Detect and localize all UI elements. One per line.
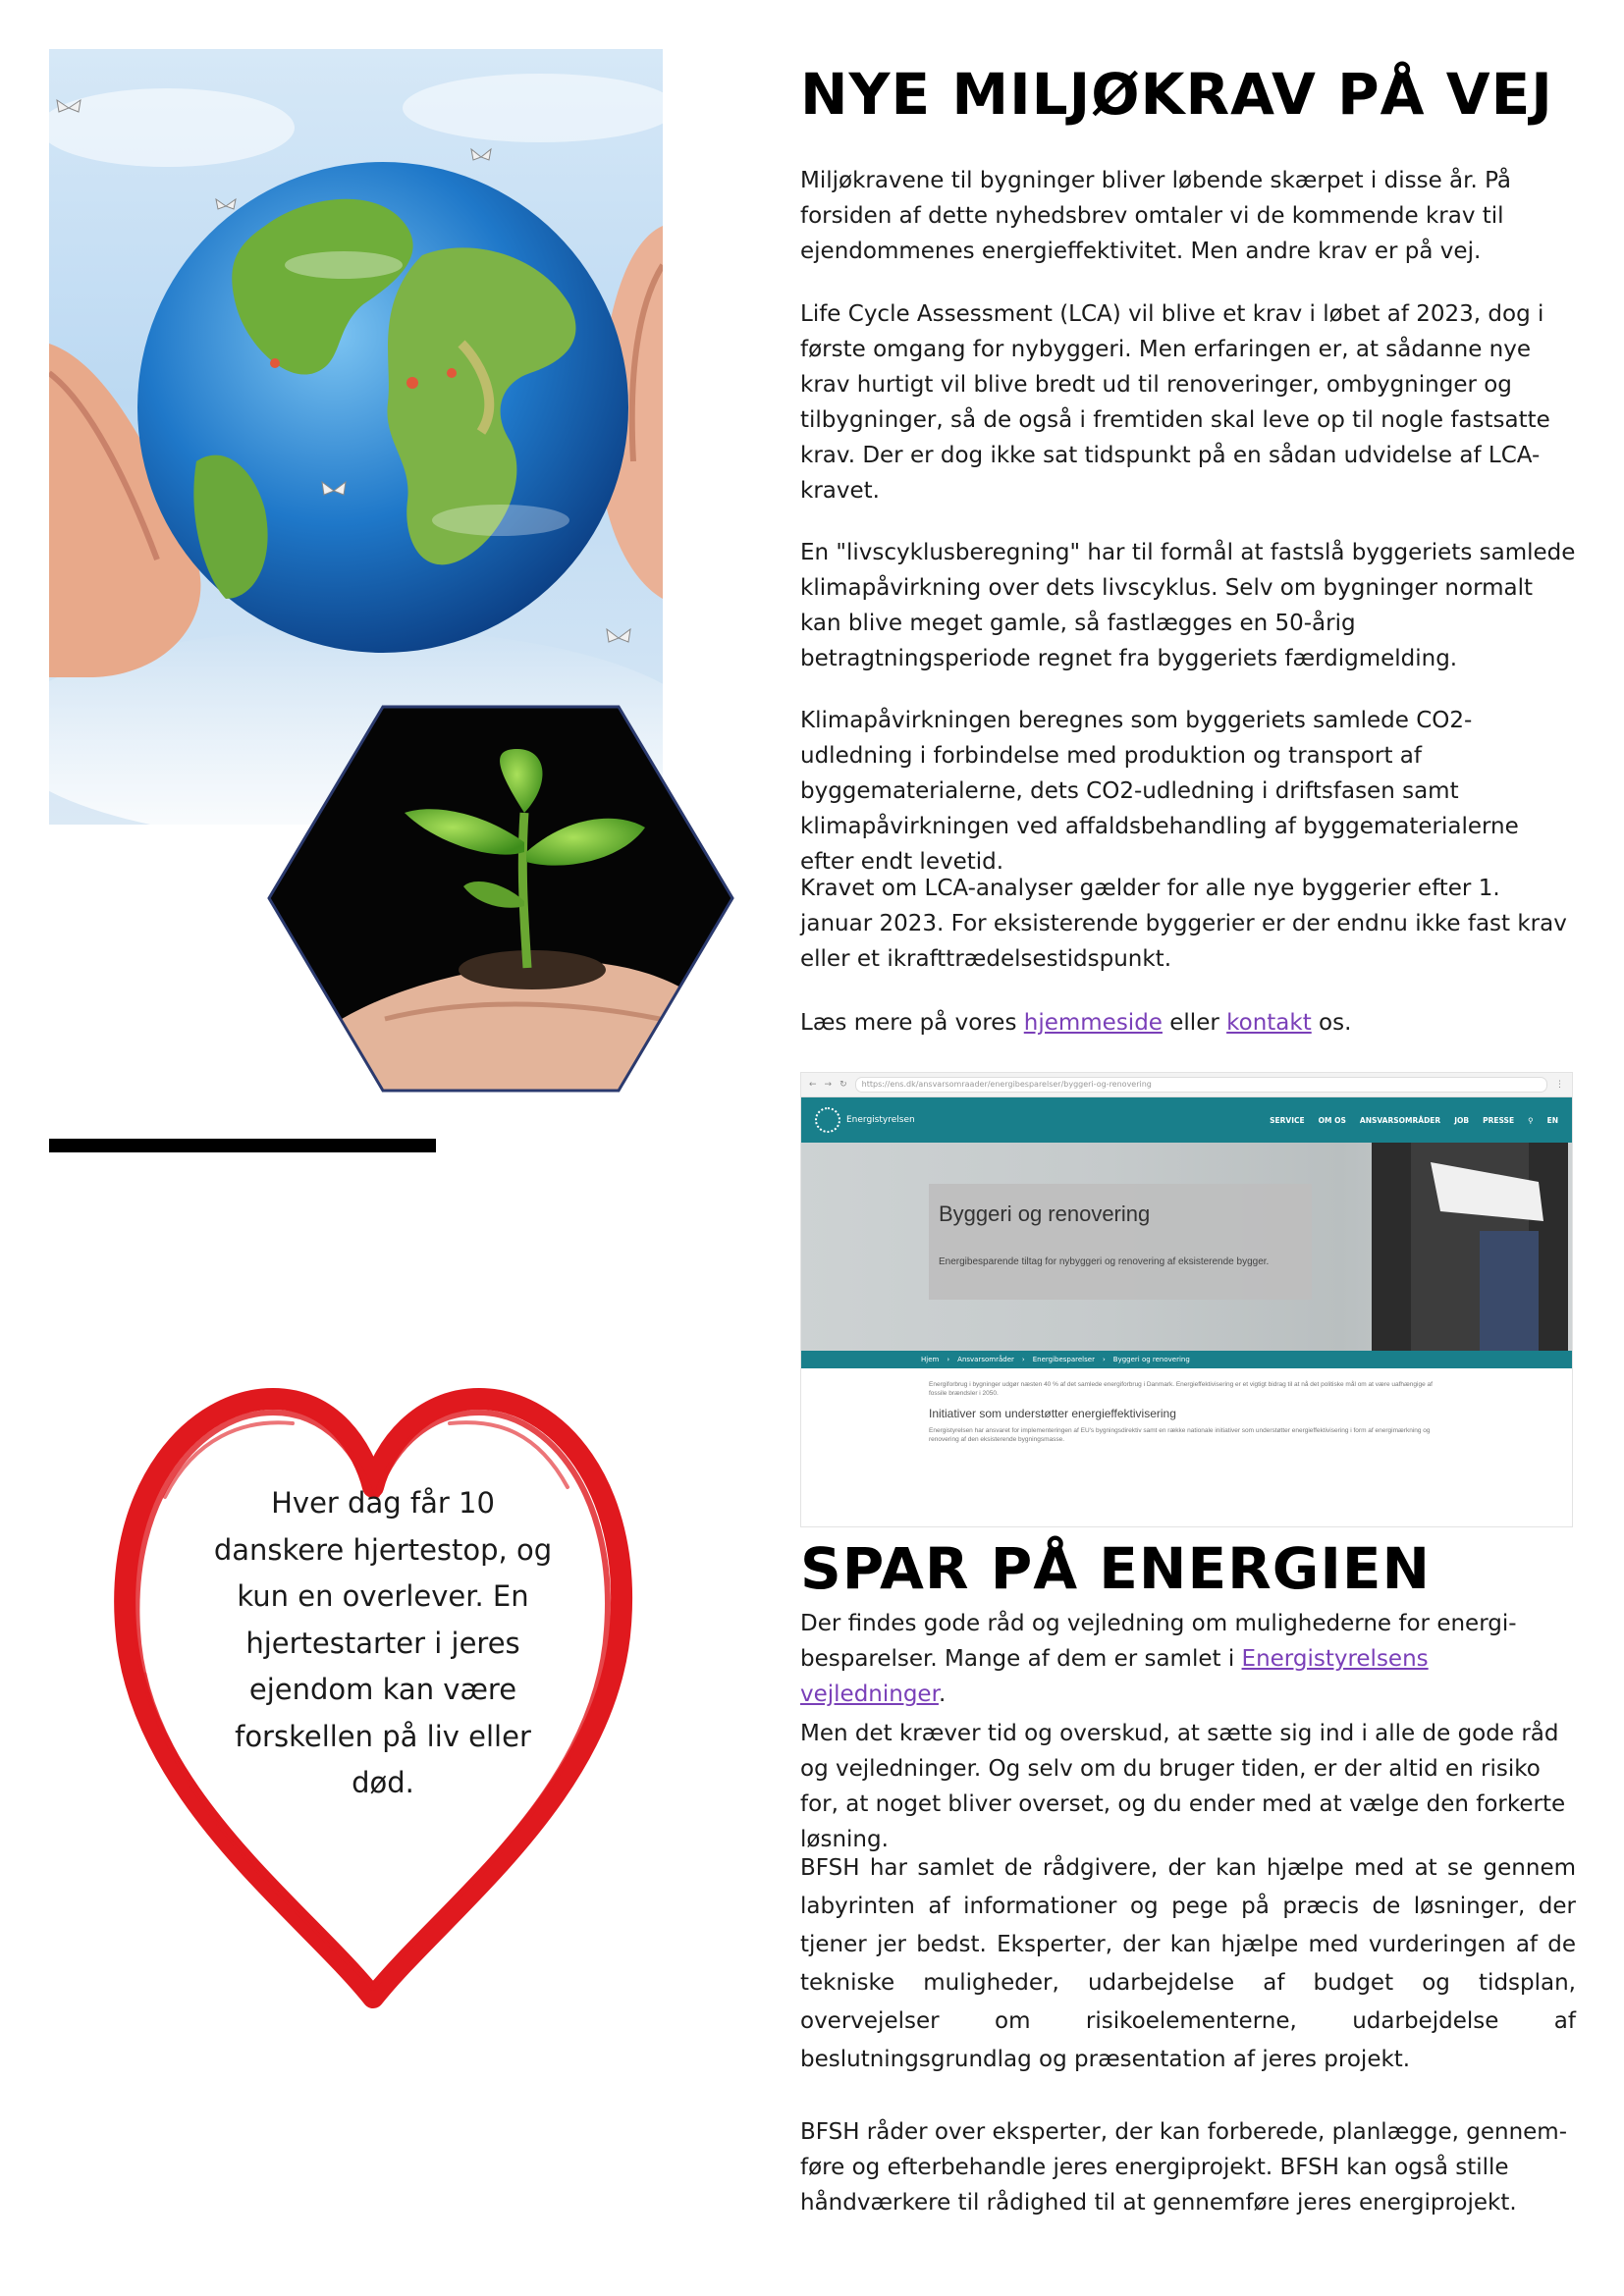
site-header [801, 1097, 1572, 1143]
plant-in-hand-image [267, 705, 734, 1093]
paragraph-text: Der findes gode råd og vejledning om mulighederne for energi-besparelser. Mange af dem er samlet i [800, 1611, 1517, 1672]
back-icon: ← [809, 1080, 817, 1090]
paragraph-end: . [938, 1682, 947, 1707]
read-more-or: eller [1162, 1010, 1227, 1036]
article1-paragraph-4: Klimapåvirkningen beregnes som byggeriets samlede CO2-udledning i forbindelse med produktion og transport af byggematerialerne, dets CO2-udledning i driftsfasen samt klimapåvirkningen ved affaldsbehandling af byggematerialerne efter endt levetid. [800, 708, 1519, 875]
menu-item: OM OS [1318, 1115, 1346, 1125]
article1-read-more [800, 1005, 1576, 1041]
site-body-text: Energistyrelsen har ansvaret for implementeringen af EU's bygningsdirektiv samt en række nationale initiativer som understøtter energieffektivisering i form af energimærkning og renovering af den eksisterende bygningsmasse. [929, 1427, 1431, 1443]
energistyrelsen-link[interactable]: Energistyrelsens vejledninger [800, 1646, 1429, 1707]
menu-item: PRESSE [1483, 1115, 1515, 1125]
logo-icon [815, 1107, 840, 1133]
article1-paragraph-2: Life Cycle Assessment (LCA) vil blive et krav i løbet af 2023, dog i første omgang for nybyggeri. Men erfaringen er, at sådanne nye krav hurtigt vil blive bredt ud til renoveringer, ombygninger og tilbygninger, så de også i fremtiden skal leve op til nogle fastsatte krav. Der er dog ikke sat tidspunkt på en sådan udvidelse af LCA-kravet. [800, 301, 1550, 504]
site-body-text: Energiforbrug i bygninger udgør næsten 40 % af det samlede energiforbrug i Danmark. Energieffektivisering er et vigtigt bidrag til at nå det politiske mål om at være uafhængige af fossile brændsler i 2050. [929, 1381, 1433, 1397]
menu-item: SERVICE [1270, 1115, 1305, 1125]
hero-box [929, 1184, 1312, 1300]
forward-icon: → [824, 1080, 833, 1090]
site-menu [1270, 1116, 1558, 1125]
breadcrumb-item: Ansvarsområder [957, 1356, 1014, 1363]
site-content [801, 1368, 1572, 1456]
breadcrumb-item: Hjem [921, 1356, 940, 1363]
menu-item: ANSVARSOMRÅDER [1359, 1115, 1441, 1125]
article2-paragraph-2: Men det kræver tid og overskud, at sætte sig ind i alle de gode råd og vejledninger. Og selv om du bruger tiden, er der altid en risiko for, at noget bliver overset, og du ender med at vælge den forkerte løsning. [800, 1721, 1566, 1852]
article2-paragraph-4: BFSH råder over eksperter, der kan forberede, planlægge, gennem-føre og efterbehandle jeres energiprojekt. BFSH kan også stille håndværkere til rådighed til at gennemføre jeres energiprojekt. [800, 2119, 1568, 2216]
site-logo [815, 1107, 915, 1133]
article2-title: SPAR PÅ ENERGIEN [800, 1535, 1432, 1602]
breadcrumb: Hjem › Ansvarsområder › Energibesparelser › Byggeri og renovering [801, 1351, 1572, 1368]
homepage-link[interactable]: hjemmeside [1023, 1010, 1163, 1036]
article2-paragraph-1 [800, 1606, 1576, 1712]
contact-link[interactable]: kontakt [1226, 1010, 1312, 1036]
menu-item: EN [1546, 1115, 1558, 1125]
hero-subtitle: Energibesparende tiltag for nybyggeri og renovering af eksisterende bygger. [939, 1256, 1270, 1267]
article1-paragraph-1: Miljøkravene til bygninger bliver løbende skærpet i disse år. På forsiden af dette nyhedsbrev omtaler vi de kommende krav til ejendommenes energieffektivitet. Men andre krav er på vej. [800, 168, 1512, 264]
menu-dots-icon: ⋮ [1555, 1080, 1564, 1090]
breadcrumb-item: Byggeri og renovering [1112, 1356, 1190, 1363]
menu-item: JOB [1454, 1115, 1470, 1125]
site-subheading: Initiativer som understøtter energieffektivisering [929, 1407, 1176, 1420]
divider-bar [49, 1139, 436, 1152]
address-bar: https://ens.dk/ansvarsomraader/energibesparelser/byggeri-og-renovering [855, 1077, 1547, 1093]
read-more-end: os. [1311, 1010, 1352, 1036]
hero-title: Byggeri og renovering [939, 1201, 1151, 1226]
read-more-text: Læs mere på vores [800, 1010, 1024, 1036]
article1-paragraph-3: En "livscyklusberegning" har til formål at fastslå byggeriets samlede klimapåvirkning over dets livscyklus. Selv om bygninger normalt kan blive meget gamle, så fastlægges en 50-årig betragtningsperiode regnet fra byggeriets færdigmelding. [800, 540, 1576, 671]
hero-banner [801, 1143, 1572, 1351]
breadcrumb-item: Energibesparelser [1032, 1356, 1095, 1363]
article1-paragraph-5: Kravet om LCA-analyser gælder for alle nye byggerier efter 1. januar 2023. For eksisterende byggerier er der endnu ikke fast krav eller et ikrafttrædelsestidspunkt. [800, 876, 1567, 972]
browser-bar [801, 1073, 1572, 1097]
article1-title: NYE MILJØKRAV PÅ VEJ [800, 61, 1553, 128]
person-image [1372, 1143, 1568, 1351]
search-icon: ⚲ [1528, 1115, 1534, 1125]
website-screenshot [800, 1072, 1573, 1527]
site-name: Energistyrelsen [846, 1115, 915, 1125]
reload-icon: ↻ [839, 1080, 847, 1090]
article2-paragraph-3: BFSH har samlet de rådgivere, der kan hjælpe med at se gennem labyrinten af informationer og pege på præcis de løsninger, der tjener jer bedst. Eksperter, der kan hjælpe med vurderingen af de tekniske muligheder, udarbejdelse af budget og tidsplan, overvejelser om risikoelementerne, udarbejdelse af beslutningsgrundlag og præsentation af jeres projekt. [800, 1855, 1576, 2072]
heart-message: Hver dag får 10 danskere hjertestop, og kun en overlever. En hjertestarter i jeres ejendom kan være forskellen på liv eller død. [213, 1486, 553, 1799]
